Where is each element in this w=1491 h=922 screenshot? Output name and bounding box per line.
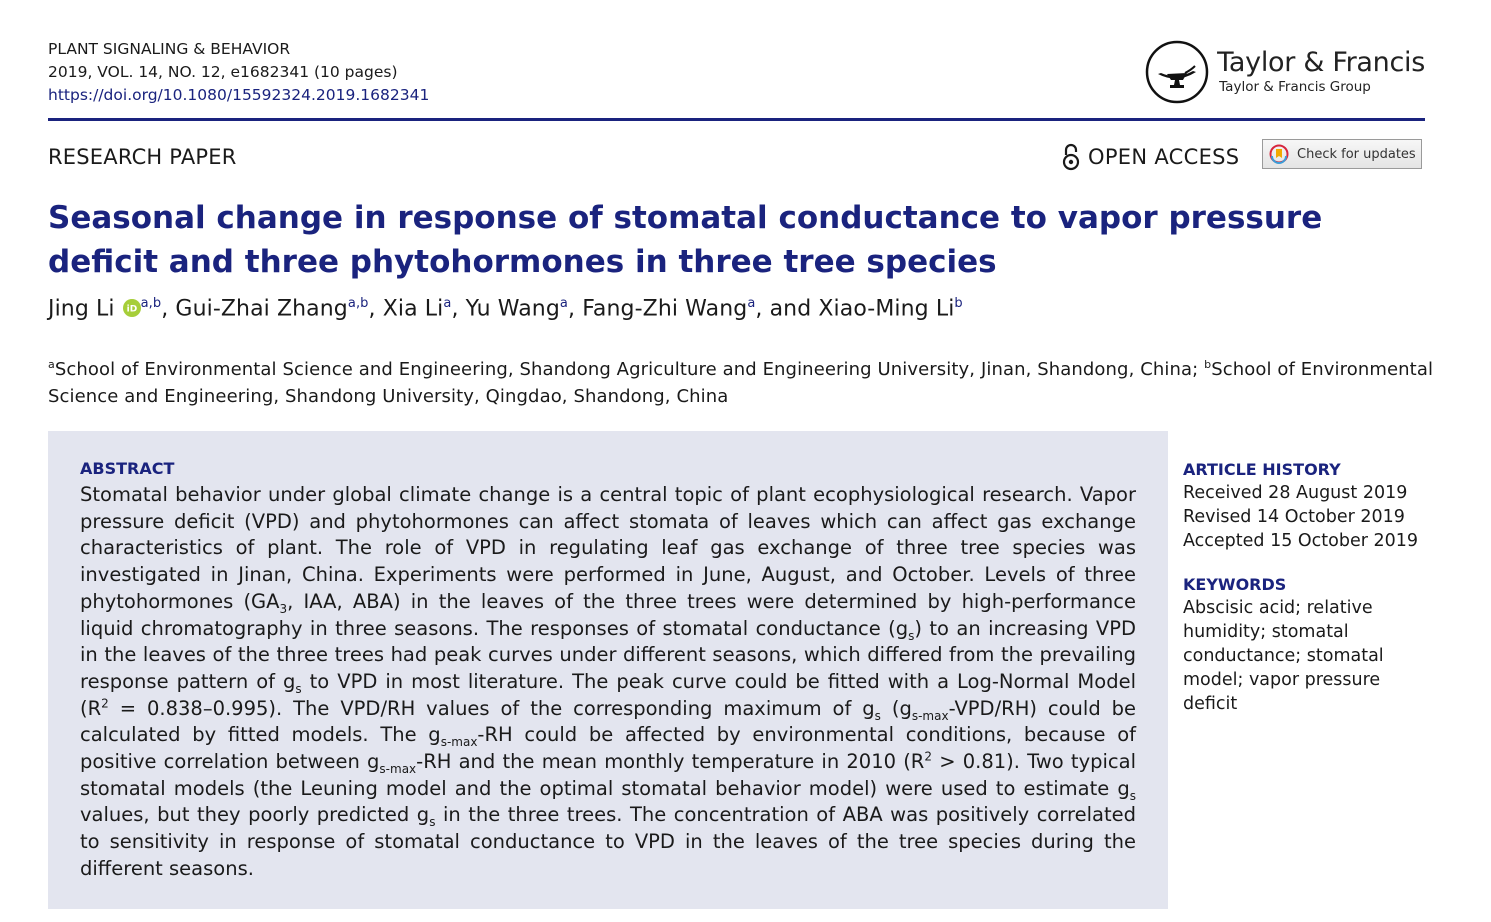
affiliation-text: School of Environmental Science and Engineering, Shandong University, Qingdao, Shandong, China <box>48 359 1434 407</box>
subscript: s-max <box>379 761 417 776</box>
accepted-date: Accepted 15 October 2019 <box>1183 531 1419 551</box>
subscript: 3 <box>279 601 288 616</box>
abstract-segment: (g <box>880 696 912 720</box>
abstract-segment: Stomatal behavior under global climate change is a central topic of plant ecophysiological research. Vapor pressure deficit (VPD) and phytohormones can affect stomata of leaves which can affect gas exchange characteristics of plant. The role of VPD in regulating leaf gas exchange of three tree species was investigated in Jinan, China. Experiments were performed in June, August, and October. Levels of three phytohormones (GA <box>80 483 1136 613</box>
author-name[interactable]: Xia Li <box>382 296 444 322</box>
doi-link[interactable]: https://doi.org/10.1080/15592324.2019.1682341 <box>48 86 430 104</box>
check-for-updates-button[interactable] <box>1262 139 1422 169</box>
subscript: s <box>295 681 302 696</box>
svg-text:iD: iD <box>126 304 137 315</box>
author-name[interactable]: Xiao-Ming Li <box>818 296 955 322</box>
received-date: Received 28 August 2019 <box>1183 483 1408 503</box>
check-updates-label: Check for updates <box>1297 146 1416 162</box>
affiliations <box>48 352 1438 410</box>
article-history <box>1183 459 1423 553</box>
abstract-segment: ) to an increasing VPD in the leaves of the three trees had peak curves under different seasons, which differed from the prevailing response pattern of g <box>80 616 1136 693</box>
author-separator: , <box>451 296 466 322</box>
superscript: 2 <box>924 749 932 764</box>
author-name[interactable]: Gui-Zhai Zhang <box>175 296 348 322</box>
header-rule <box>48 118 1425 121</box>
affiliation-label: a <box>48 358 55 371</box>
author-affiliation: a,b <box>347 296 369 311</box>
abstract-heading: ABSTRACT <box>80 459 175 478</box>
author-name[interactable]: Fang-Zhi Wang <box>582 296 748 322</box>
abstract-segment: -VPD/RH) could be calculated by fitted models. The g <box>80 696 1136 747</box>
author-affiliation: a <box>559 296 568 311</box>
author-affiliation: a,b <box>140 296 162 311</box>
journal-info <box>48 38 429 107</box>
author-separator: , <box>368 296 383 322</box>
open-access-label: OPEN ACCESS <box>1088 145 1240 169</box>
subscript: s <box>429 815 436 830</box>
author-affiliation: b <box>954 296 963 311</box>
author-separator: , and <box>755 296 819 322</box>
keywords-heading: KEYWORDS <box>1183 575 1287 594</box>
open-access-badge <box>1062 143 1239 171</box>
subscript: s-max <box>911 708 949 723</box>
author-name[interactable]: Yu Wang <box>465 296 560 322</box>
keywords-text: Abscisic acid; relative humidity; stomatal conductance; stomatal model; vapor pressure deficit <box>1183 598 1384 714</box>
affiliation-label: b <box>1204 358 1212 371</box>
abstract-segment: in the three trees. The concentration of ABA was positively correlated to sensitivity in response of stomatal conductance to VPD in the leaves of the tree species during the different seasons. <box>80 803 1137 880</box>
abstract-segment: = 0.838–0.995). The VPD/RH values of the corresponding maximum of g <box>108 696 875 720</box>
author-separator: , <box>568 296 583 322</box>
subscript: s <box>1129 788 1136 803</box>
abstract-segment: values, but they poorly predicted g <box>80 803 430 827</box>
paper-title: Seasonal change in response of stomatal conductance to vapor pressure deficit and three phytohormones in three tree species <box>48 200 1323 280</box>
taylor-francis-lamp-icon <box>1145 40 1209 104</box>
publisher-group: Taylor & Francis Group <box>1219 79 1371 95</box>
abstract-segment: to VPD in most literature. The peak curve could be fitted with a Log-Normal Model (R <box>80 669 1136 720</box>
revised-date: Revised 14 October 2019 <box>1183 507 1405 527</box>
superscript: 2 <box>101 696 109 711</box>
author-list <box>48 296 963 321</box>
journal-name: PLANT SIGNALING & BEHAVIOR <box>48 40 291 58</box>
journal-citation: 2019, VOL. 14, NO. 12, e1682341 (10 pages) <box>48 63 398 81</box>
subscript: s <box>874 708 881 723</box>
article-history-heading: ARTICLE HISTORY <box>1183 460 1341 479</box>
open-lock-icon <box>1062 143 1080 171</box>
author-affiliation: a <box>747 296 756 311</box>
paper-type: RESEARCH PAPER <box>48 145 237 169</box>
abstract-text <box>80 482 1136 883</box>
author-name[interactable]: Jing Li <box>48 296 115 322</box>
author-separator: , <box>161 296 176 322</box>
publisher-logo <box>1145 40 1425 104</box>
check-updates-icon <box>1269 144 1289 164</box>
keywords-section <box>1183 574 1423 716</box>
orcid-icon[interactable] <box>123 299 141 317</box>
affiliation-text: School of Environmental Science and Engineering, Shandong Agriculture and Engineering University, Jinan, Shandong, China; <box>54 359 1205 380</box>
subscript: s <box>908 628 915 643</box>
abstract-segment: , IAA, ABA) in the leaves of the three trees were determined by high-performance liquid chromatography in three seasons. The responses of stomatal conductance (g <box>80 589 1137 640</box>
subscript: s-max <box>440 735 478 750</box>
abstract-segment: -RH could be affected by environmental conditions, because of positive correlation between g <box>80 723 1136 774</box>
publisher-name: Taylor & Francis <box>1217 47 1425 78</box>
author-affiliation: a <box>443 296 452 311</box>
abstract-segment: -RH and the mean monthly temperature in 2010 (R <box>416 750 925 774</box>
abstract-segment: > 0.81). Two typical stomatal models (the Leuning model and the optimal stomatal behavior model) were used to estimate g <box>80 750 1136 800</box>
